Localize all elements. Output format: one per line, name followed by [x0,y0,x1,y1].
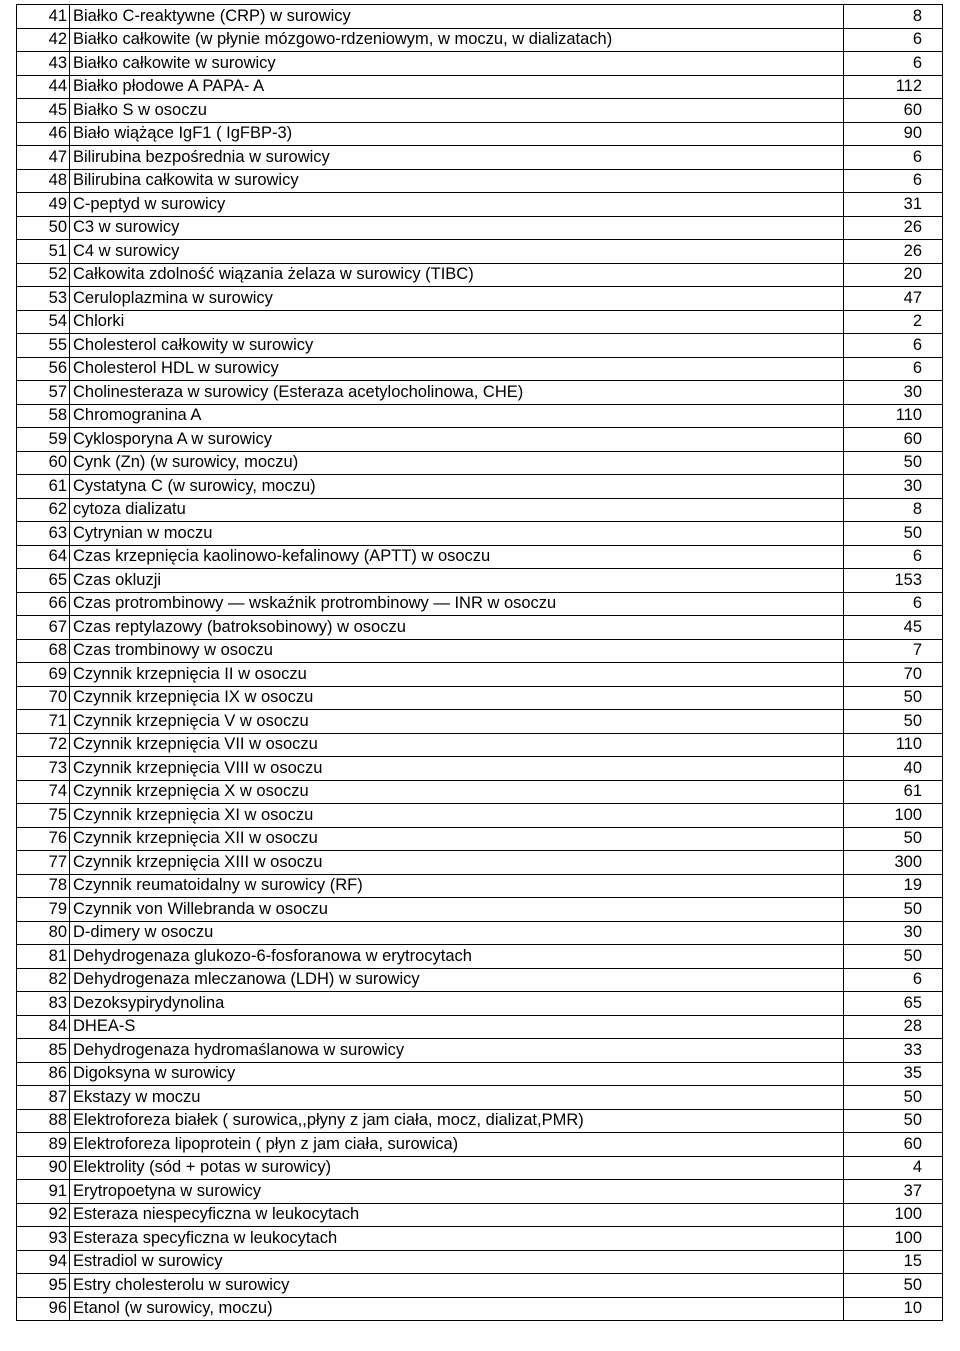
row-number-cell: 59 [17,428,70,452]
value-cell: 110 [844,404,943,428]
table-row [17,898,943,922]
value-cell: 26 [844,240,943,264]
table-row [17,122,943,146]
table-row [17,287,943,311]
value-cell: 50 [844,898,943,922]
value-cell: 50 [844,1109,943,1133]
table-row [17,75,943,99]
value-cell: 50 [844,1086,943,1110]
row-number-cell: 83 [17,992,70,1016]
value-cell: 153 [844,569,943,593]
table-row [17,146,943,170]
table-row [17,992,943,1016]
test-name-cell: Chlorki [70,310,844,334]
value-cell: 6 [844,357,943,381]
test-name-cell: Dehydrogenaza glukozo-6-fosforanowa w erytrocytach [70,945,844,969]
value-cell: 8 [844,5,943,29]
test-name-cell: Czynnik krzepnięcia II w osoczu [70,663,844,687]
table-row [17,569,943,593]
table-row [17,921,943,945]
table-row [17,945,943,969]
table-row [17,968,943,992]
row-number-cell: 66 [17,592,70,616]
test-name-cell: Czynnik krzepnięcia V w osoczu [70,710,844,734]
row-number-cell: 92 [17,1203,70,1227]
table-row [17,616,943,640]
row-number-cell: 58 [17,404,70,428]
value-cell: 300 [844,851,943,875]
test-name-cell: C4 w surowicy [70,240,844,264]
table-row [17,874,943,898]
test-name-cell: Bilirubina całkowita w surowicy [70,169,844,193]
test-name-cell: Dehydrogenaza mleczanowa (LDH) w surowicy [70,968,844,992]
value-cell: 61 [844,780,943,804]
value-cell: 8 [844,498,943,522]
test-name-cell: Czynnik reumatoidalny w surowicy (RF) [70,874,844,898]
row-number-cell: 85 [17,1039,70,1063]
table-row [17,780,943,804]
test-name-cell: Całkowita zdolność wiązania żelaza w surowicy (TIBC) [70,263,844,287]
test-name-cell: Cholesterol HDL w surowicy [70,357,844,381]
table-row [17,663,943,687]
test-name-cell: Ekstazy w moczu [70,1086,844,1110]
row-number-cell: 78 [17,874,70,898]
row-number-cell: 73 [17,757,70,781]
value-cell: 31 [844,193,943,217]
value-cell: 100 [844,804,943,828]
table-row [17,710,943,734]
value-cell: 6 [844,52,943,76]
table-row [17,334,943,358]
row-number-cell: 49 [17,193,70,217]
table-body [17,5,943,1321]
value-cell: 70 [844,663,943,687]
table-row [17,1250,943,1274]
row-number-cell: 42 [17,28,70,52]
table-row [17,851,943,875]
table-row [17,404,943,428]
value-cell: 60 [844,428,943,452]
test-name-cell: DHEA-S [70,1015,844,1039]
row-number-cell: 64 [17,545,70,569]
test-name-cell: Czynnik krzepnięcia XIII w osoczu [70,851,844,875]
test-name-cell: cytoza dializatu [70,498,844,522]
row-number-cell: 74 [17,780,70,804]
test-name-cell: Cholesterol całkowity w surowicy [70,334,844,358]
table-row [17,827,943,851]
table-row [17,240,943,264]
test-name-cell: Etanol (w surowicy, moczu) [70,1297,844,1321]
row-number-cell: 52 [17,263,70,287]
row-number-cell: 80 [17,921,70,945]
row-number-cell: 67 [17,616,70,640]
row-number-cell: 45 [17,99,70,123]
table-row [17,310,943,334]
test-name-cell: Czynnik krzepnięcia XI w osoczu [70,804,844,828]
row-number-cell: 77 [17,851,70,875]
table-row [17,522,943,546]
table-row [17,592,943,616]
row-number-cell: 84 [17,1015,70,1039]
table-row [17,99,943,123]
row-number-cell: 79 [17,898,70,922]
test-name-cell: Cytrynian w moczu [70,522,844,546]
test-name-cell: Cystatyna C (w surowicy, moczu) [70,475,844,499]
test-name-cell: Estry cholesterolu w surowicy [70,1274,844,1298]
table-row [17,1109,943,1133]
value-cell: 6 [844,545,943,569]
value-cell: 15 [844,1250,943,1274]
value-cell: 6 [844,968,943,992]
row-number-cell: 48 [17,169,70,193]
test-name-cell: Czynnik krzepnięcia X w osoczu [70,780,844,804]
table-row [17,357,943,381]
table-row [17,263,943,287]
row-number-cell: 72 [17,733,70,757]
value-cell: 7 [844,639,943,663]
table-row [17,639,943,663]
value-cell: 6 [844,169,943,193]
table-row [17,757,943,781]
test-name-cell: Esteraza specyficzna w leukocytach [70,1227,844,1251]
value-cell: 110 [844,733,943,757]
row-number-cell: 82 [17,968,70,992]
value-cell: 50 [844,945,943,969]
test-name-cell: Czynnik krzepnięcia XII w osoczu [70,827,844,851]
value-cell: 6 [844,334,943,358]
row-number-cell: 69 [17,663,70,687]
row-number-cell: 93 [17,1227,70,1251]
value-cell: 65 [844,992,943,1016]
test-name-cell: Dezoksypirydynolina [70,992,844,1016]
test-name-cell: Erytropoetyna w surowicy [70,1180,844,1204]
test-name-cell: Biało wiążące IgF1 ( IgFBP-3) [70,122,844,146]
table-row [17,193,943,217]
row-number-cell: 50 [17,216,70,240]
value-cell: 50 [844,827,943,851]
row-number-cell: 57 [17,381,70,405]
table-row [17,498,943,522]
value-cell: 37 [844,1180,943,1204]
row-number-cell: 43 [17,52,70,76]
row-number-cell: 71 [17,710,70,734]
table-row [17,1227,943,1251]
test-name-cell: Białko płodowe A PAPA- A [70,75,844,99]
test-name-cell: Czas krzepnięcia kaolinowo-kefalinowy (APTT) w osoczu [70,545,844,569]
table-row [17,52,943,76]
value-cell: 19 [844,874,943,898]
test-name-cell: Elektroforeza lipoprotein ( płyn z jam ciała, surowica) [70,1133,844,1157]
price-table [16,4,943,1321]
value-cell: 6 [844,146,943,170]
test-name-cell: Czynnik krzepnięcia VII w osoczu [70,733,844,757]
row-number-cell: 70 [17,686,70,710]
value-cell: 6 [844,28,943,52]
value-cell: 30 [844,921,943,945]
row-number-cell: 81 [17,945,70,969]
test-name-cell: D-dimery w osoczu [70,921,844,945]
test-name-cell: Digoksyna w surowicy [70,1062,844,1086]
value-cell: 28 [844,1015,943,1039]
row-number-cell: 47 [17,146,70,170]
test-name-cell: Dehydrogenaza hydromaślanowa w surowicy [70,1039,844,1063]
row-number-cell: 63 [17,522,70,546]
table-row [17,733,943,757]
row-number-cell: 61 [17,475,70,499]
value-cell: 35 [844,1062,943,1086]
value-cell: 33 [844,1039,943,1063]
test-name-cell: Białko całkowite (w płynie mózgowo-rdzeniowym, w moczu, w dializatach) [70,28,844,52]
table-row [17,545,943,569]
row-number-cell: 88 [17,1109,70,1133]
row-number-cell: 91 [17,1180,70,1204]
row-number-cell: 46 [17,122,70,146]
test-name-cell: Czynnik krzepnięcia IX w osoczu [70,686,844,710]
table-row [17,1156,943,1180]
value-cell: 30 [844,381,943,405]
row-number-cell: 54 [17,310,70,334]
row-number-cell: 62 [17,498,70,522]
table-row [17,1039,943,1063]
value-cell: 30 [844,475,943,499]
row-number-cell: 53 [17,287,70,311]
test-name-cell: C3 w surowicy [70,216,844,240]
test-name-cell: Czas okluzji [70,569,844,593]
table-row [17,5,943,29]
value-cell: 6 [844,592,943,616]
row-number-cell: 51 [17,240,70,264]
value-cell: 45 [844,616,943,640]
value-cell: 4 [844,1156,943,1180]
row-number-cell: 44 [17,75,70,99]
test-name-cell: Czas protrombinowy — wskaźnik protrombinowy — INR w osoczu [70,592,844,616]
row-number-cell: 90 [17,1156,70,1180]
value-cell: 50 [844,1274,943,1298]
row-number-cell: 41 [17,5,70,29]
test-name-cell: Czynnik krzepnięcia VIII w osoczu [70,757,844,781]
value-cell: 90 [844,122,943,146]
test-name-cell: Czynnik von Willebranda w osoczu [70,898,844,922]
table-row [17,1086,943,1110]
table-row [17,1133,943,1157]
table-row [17,381,943,405]
row-number-cell: 76 [17,827,70,851]
table-row [17,475,943,499]
test-name-cell: Bilirubina bezpośrednia w surowicy [70,146,844,170]
table-row [17,1203,943,1227]
test-name-cell: Esteraza niespecyficzna w leukocytach [70,1203,844,1227]
table-row [17,686,943,710]
value-cell: 10 [844,1297,943,1321]
row-number-cell: 56 [17,357,70,381]
test-name-cell: Czas reptylazowy (batroksobinowy) w osoczu [70,616,844,640]
row-number-cell: 65 [17,569,70,593]
value-cell: 2 [844,310,943,334]
table-row [17,1180,943,1204]
row-number-cell: 95 [17,1274,70,1298]
row-number-cell: 86 [17,1062,70,1086]
table-row [17,169,943,193]
test-name-cell: C-peptyd w surowicy [70,193,844,217]
table-row [17,1015,943,1039]
value-cell: 40 [844,757,943,781]
value-cell: 50 [844,522,943,546]
table-row [17,216,943,240]
value-cell: 100 [844,1203,943,1227]
test-name-cell: Czas trombinowy w osoczu [70,639,844,663]
test-name-cell: Cyklosporyna A w surowicy [70,428,844,452]
table-row [17,28,943,52]
value-cell: 50 [844,451,943,475]
value-cell: 112 [844,75,943,99]
value-cell: 47 [844,287,943,311]
value-cell: 60 [844,1133,943,1157]
value-cell: 20 [844,263,943,287]
value-cell: 100 [844,1227,943,1251]
test-name-cell: Chromogranina A [70,404,844,428]
value-cell: 50 [844,686,943,710]
test-name-cell: Elektroforeza białek ( surowica,,płyny z jam ciała, mocz, dializat,PMR) [70,1109,844,1133]
value-cell: 26 [844,216,943,240]
row-number-cell: 68 [17,639,70,663]
table-row [17,804,943,828]
test-name-cell: Białko całkowite w surowicy [70,52,844,76]
value-cell: 50 [844,710,943,734]
test-name-cell: Białko C-reaktywne (CRP) w surowicy [70,5,844,29]
test-name-cell: Białko S w osoczu [70,99,844,123]
row-number-cell: 60 [17,451,70,475]
row-number-cell: 94 [17,1250,70,1274]
test-name-cell: Cynk (Zn) (w surowicy, moczu) [70,451,844,475]
row-number-cell: 89 [17,1133,70,1157]
row-number-cell: 87 [17,1086,70,1110]
table-row [17,1274,943,1298]
test-name-cell: Ceruloplazmina w surowicy [70,287,844,311]
row-number-cell: 75 [17,804,70,828]
test-name-cell: Estradiol w surowicy [70,1250,844,1274]
table-row [17,1297,943,1321]
row-number-cell: 96 [17,1297,70,1321]
table-row [17,428,943,452]
row-number-cell: 55 [17,334,70,358]
test-name-cell: Elektrolity (sód + potas w surowicy) [70,1156,844,1180]
table-row [17,451,943,475]
test-name-cell: Cholinesteraza w surowicy (Esteraza acetylocholinowa, CHE) [70,381,844,405]
value-cell: 60 [844,99,943,123]
table-row [17,1062,943,1086]
